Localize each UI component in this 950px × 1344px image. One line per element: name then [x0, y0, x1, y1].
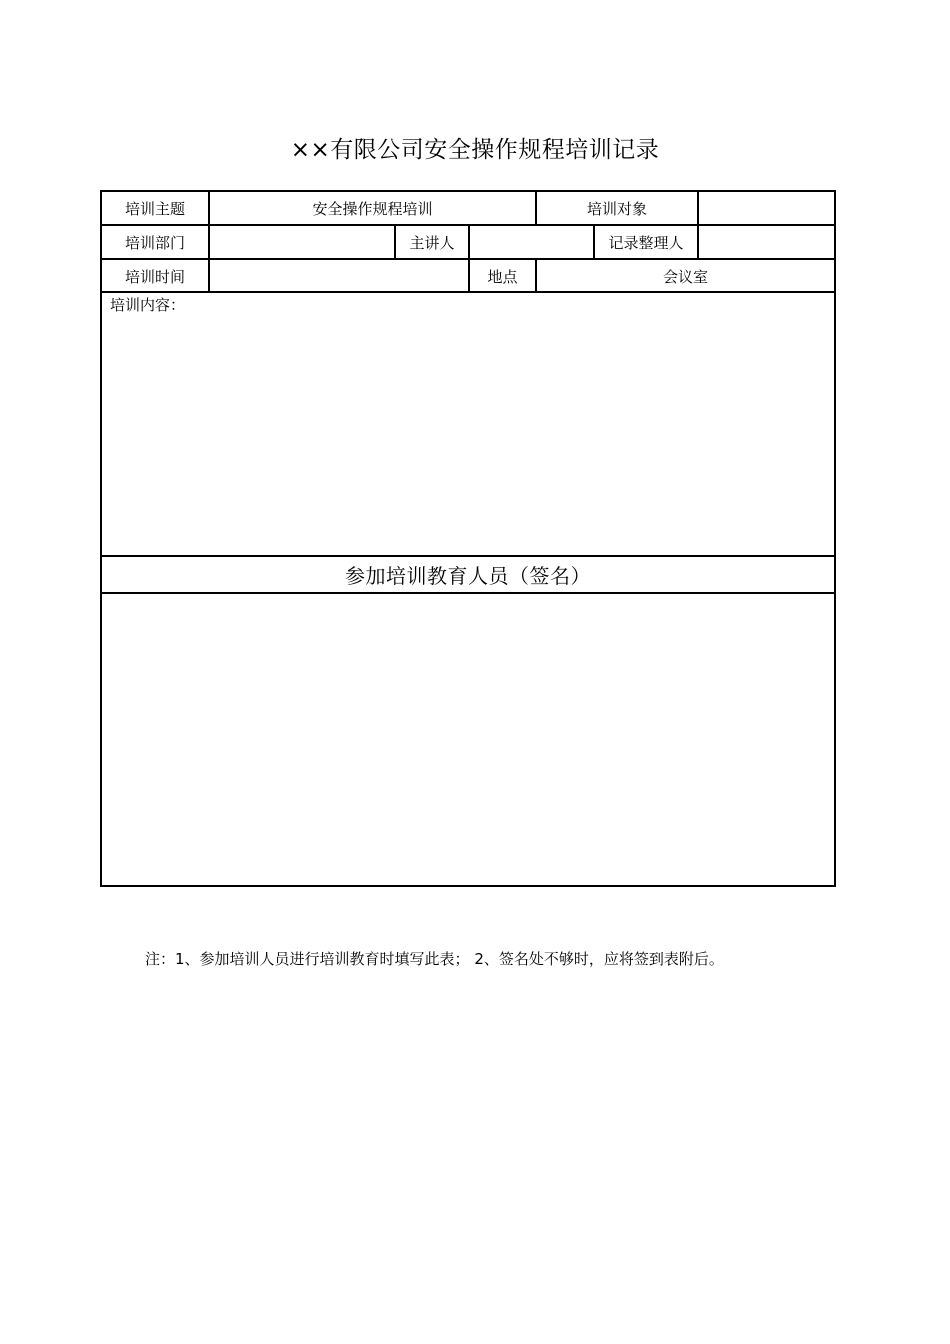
department-value[interactable]: [210, 226, 394, 259]
location-label: 地点: [487, 267, 518, 286]
time-value[interactable]: [210, 260, 468, 292]
location-value[interactable]: 会议室: [662, 267, 708, 286]
footnote: 注：1、参加培训人员进行培训教育时填写此表； 2、签名处不够时，应将签到表附后。: [145, 950, 724, 968]
document-title: ××有限公司安全操作规程培训记录: [290, 137, 660, 163]
attendees-heading: 参加培训教育人员（签名）: [345, 563, 591, 588]
department-label: 培训部门: [124, 234, 185, 252]
lecturer-label: 主讲人: [409, 234, 455, 252]
recorder-label: 记录整理人: [608, 234, 684, 252]
audience-value[interactable]: [699, 192, 834, 225]
lecturer-value[interactable]: [470, 226, 593, 259]
time-label: 培训时间: [124, 267, 185, 286]
training-record-form: [100, 190, 836, 887]
signature-area[interactable]: [102, 594, 834, 885]
topic-label: 培训主题: [124, 200, 185, 218]
audience-label: 培训对象: [586, 200, 647, 218]
recorder-value[interactable]: [699, 226, 834, 259]
topic-value[interactable]: 安全操作规程培训: [312, 200, 433, 218]
content-label: 培训内容：: [110, 296, 186, 314]
